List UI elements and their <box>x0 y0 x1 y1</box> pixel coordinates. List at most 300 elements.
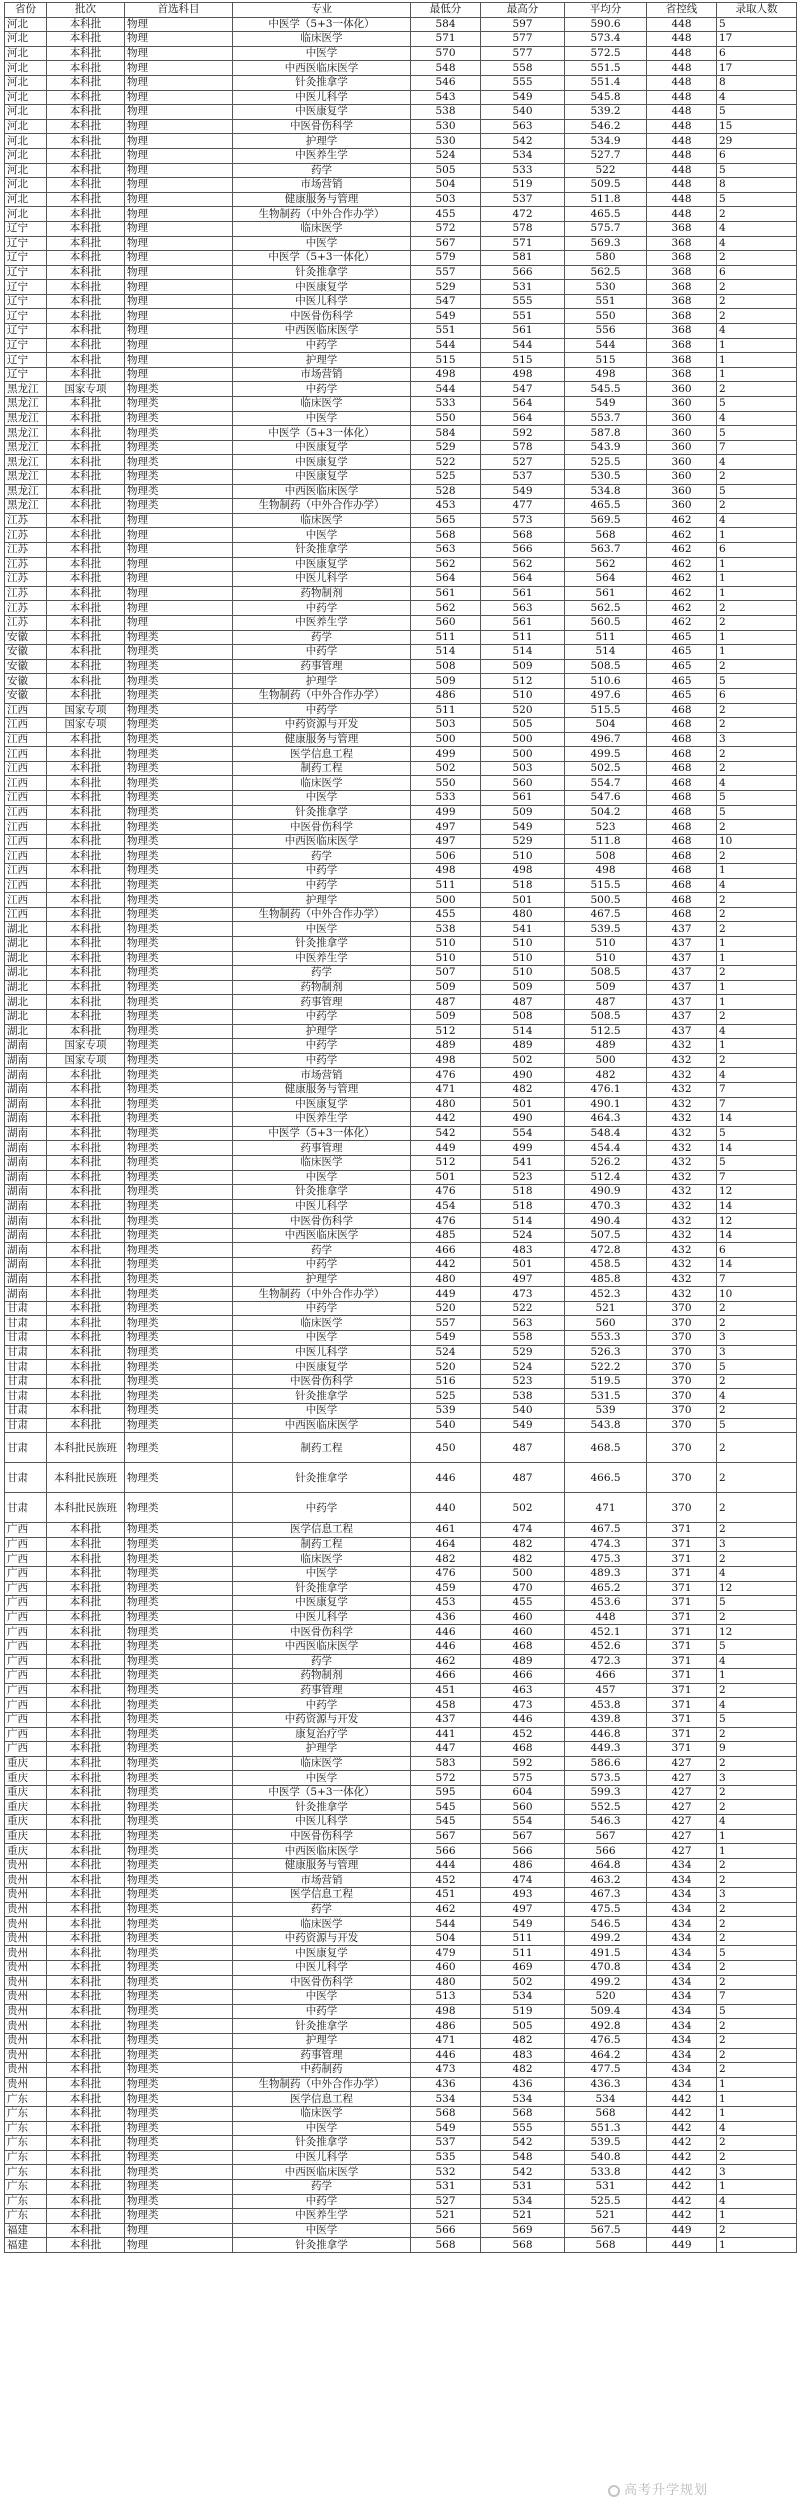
cell-admitted-count: 1 <box>717 1669 797 1684</box>
table-row <box>5 2209 797 2224</box>
cell-subject: 物理类 <box>125 1712 233 1727</box>
cell-avg-score: 556 <box>565 324 647 339</box>
cell-admitted-count: 4 <box>717 513 797 528</box>
cell-max-score: 487 <box>481 1433 565 1463</box>
cell-batch: 本科批 <box>47 849 125 864</box>
cell-control-line: 468 <box>647 718 717 733</box>
table-row <box>5 1917 797 1932</box>
cell-batch: 本科批 <box>47 1581 125 1596</box>
cell-admitted-count: 2 <box>717 1785 797 1800</box>
cell-control-line: 468 <box>647 878 717 893</box>
cell-batch: 本科批 <box>47 265 125 280</box>
cell-admitted-count: 2 <box>717 2223 797 2238</box>
cell-major: 针灸推拿学 <box>233 1389 411 1404</box>
cell-min-score: 531 <box>411 2179 481 2194</box>
cell-avg-score: 564 <box>565 572 647 587</box>
cell-province: 广东 <box>5 2150 47 2165</box>
cell-max-score: 542 <box>481 2165 565 2180</box>
cell-batch: 本科批 <box>47 864 125 879</box>
cell-max-score: 497 <box>481 1272 565 1287</box>
cell-control-line: 370 <box>647 1493 717 1523</box>
cell-admitted-count: 3 <box>717 1537 797 1552</box>
cell-admitted-count: 1 <box>717 528 797 543</box>
cell-control-line: 442 <box>647 2136 717 2151</box>
cell-min-score: 471 <box>411 2033 481 2048</box>
cell-admitted-count: 10 <box>717 1287 797 1302</box>
cell-subject: 物理 <box>125 236 233 251</box>
cell-avg-score: 522.2 <box>565 1360 647 1375</box>
table-row <box>5 1287 797 1302</box>
cell-avg-score: 452.1 <box>565 1625 647 1640</box>
cell-province: 湖南 <box>5 1170 47 1185</box>
cell-control-line: 432 <box>647 1185 717 1200</box>
cell-avg-score: 586.6 <box>565 1756 647 1771</box>
cell-province: 江西 <box>5 718 47 733</box>
cell-subject: 物理类 <box>125 426 233 441</box>
cell-subject: 物理类 <box>125 1815 233 1830</box>
table-row <box>5 2092 797 2107</box>
cell-min-score: 549 <box>411 309 481 324</box>
cell-avg-score: 566 <box>565 1844 647 1859</box>
cell-province: 河北 <box>5 32 47 47</box>
cell-batch: 本科批 <box>47 324 125 339</box>
cell-admitted-count: 5 <box>717 1596 797 1611</box>
table-row <box>5 1331 797 1346</box>
cell-province: 福建 <box>5 2238 47 2253</box>
cell-max-score: 483 <box>481 2048 565 2063</box>
cell-subject: 物理类 <box>125 659 233 674</box>
cell-subject: 物理类 <box>125 805 233 820</box>
cell-admitted-count: 14 <box>717 1141 797 1156</box>
cell-control-line: 368 <box>647 353 717 368</box>
cell-min-score: 473 <box>411 2063 481 2078</box>
cell-batch: 本科批 <box>47 294 125 309</box>
cell-subject: 物理类 <box>125 1771 233 1786</box>
cell-avg-score: 546.2 <box>565 119 647 134</box>
cell-min-score: 446 <box>411 1625 481 1640</box>
table-row <box>5 280 797 295</box>
table-row <box>5 834 797 849</box>
cell-control-line: 371 <box>647 1654 717 1669</box>
cell-admitted-count: 2 <box>717 761 797 776</box>
cell-major: 生物制药（中外合作办学） <box>233 907 411 922</box>
cell-avg-score: 508.5 <box>565 966 647 981</box>
cell-batch: 本科批 <box>47 1917 125 1932</box>
cell-max-score: 482 <box>481 1082 565 1097</box>
cell-province: 江苏 <box>5 513 47 528</box>
table-row <box>5 1756 797 1771</box>
cell-control-line: 371 <box>647 1537 717 1552</box>
cell-major: 临床医学 <box>233 1756 411 1771</box>
cell-min-score: 567 <box>411 1829 481 1844</box>
cell-admitted-count: 5 <box>717 1712 797 1727</box>
cell-major: 中西医临床医学 <box>233 834 411 849</box>
cell-avg-score: 545.8 <box>565 90 647 105</box>
cell-min-score: 464 <box>411 1537 481 1552</box>
cell-avg-score: 485.8 <box>565 1272 647 1287</box>
cell-control-line: 432 <box>647 1039 717 1054</box>
cell-control-line: 449 <box>647 2238 717 2253</box>
cell-batch: 本科批 <box>47 572 125 587</box>
cell-max-score: 561 <box>481 791 565 806</box>
cell-major: 中医学 <box>233 922 411 937</box>
cell-admitted-count: 5 <box>717 1360 797 1375</box>
cell-subject: 物理类 <box>125 1537 233 1552</box>
cell-province: 广东 <box>5 2121 47 2136</box>
cell-batch: 本科批 <box>47 645 125 660</box>
cell-batch: 本科批 <box>47 455 125 470</box>
cell-max-score: 519 <box>481 2004 565 2019</box>
cell-min-score: 544 <box>411 382 481 397</box>
cell-avg-score: 466.5 <box>565 1463 647 1493</box>
cell-control-line: 434 <box>647 1990 717 2005</box>
cell-subject: 物理 <box>125 61 233 76</box>
cell-major: 中西医临床医学 <box>233 1639 411 1654</box>
cell-subject: 物理类 <box>125 893 233 908</box>
cell-batch: 本科批 <box>47 1331 125 1346</box>
cell-min-score: 530 <box>411 134 481 149</box>
cell-province: 重庆 <box>5 1829 47 1844</box>
cell-batch: 本科批 <box>47 1771 125 1786</box>
cell-batch: 本科批 <box>47 1389 125 1404</box>
cell-batch: 本科批 <box>47 907 125 922</box>
table-row <box>5 1537 797 1552</box>
cell-admitted-count: 3 <box>717 1345 797 1360</box>
cell-batch: 本科批 <box>47 1374 125 1389</box>
cell-admitted-count: 2 <box>717 849 797 864</box>
cell-max-score: 436 <box>481 2077 565 2092</box>
cell-major: 中医学（5+3一体化） <box>233 426 411 441</box>
cell-avg-score: 497.6 <box>565 688 647 703</box>
cell-batch: 本科批 <box>47 878 125 893</box>
cell-avg-score: 531.5 <box>565 1389 647 1404</box>
cell-avg-score: 575.7 <box>565 221 647 236</box>
table-row <box>5 791 797 806</box>
cell-control-line: 468 <box>647 747 717 762</box>
cell-batch: 本科批 <box>47 2092 125 2107</box>
cell-max-score: 501 <box>481 893 565 908</box>
cell-subject: 物理类 <box>125 484 233 499</box>
cell-max-score: 549 <box>481 90 565 105</box>
cell-control-line: 371 <box>647 1712 717 1727</box>
table-row <box>5 1902 797 1917</box>
cell-min-score: 450 <box>411 1433 481 1463</box>
cell-max-score: 564 <box>481 572 565 587</box>
cell-admitted-count: 6 <box>717 46 797 61</box>
table-row <box>5 849 797 864</box>
cell-max-score: 534 <box>481 148 565 163</box>
cell-province: 河北 <box>5 61 47 76</box>
cell-min-score: 565 <box>411 513 481 528</box>
cell-admitted-count: 2 <box>717 703 797 718</box>
cell-subject: 物理 <box>125 601 233 616</box>
cell-min-score: 486 <box>411 2019 481 2034</box>
cell-avg-score: 514 <box>565 645 647 660</box>
cell-batch: 本科批 <box>47 1829 125 1844</box>
cell-province: 重庆 <box>5 1815 47 1830</box>
cell-admitted-count: 2 <box>717 294 797 309</box>
cell-province: 江西 <box>5 805 47 820</box>
cell-max-score: 498 <box>481 367 565 382</box>
cell-major: 临床医学 <box>233 1917 411 1932</box>
cell-province: 江苏 <box>5 542 47 557</box>
cell-avg-score: 569.3 <box>565 236 647 251</box>
table-row <box>5 645 797 660</box>
cell-control-line: 449 <box>647 2223 717 2238</box>
table-row <box>5 1990 797 2005</box>
cell-admitted-count: 5 <box>717 484 797 499</box>
cell-min-score: 548 <box>411 61 481 76</box>
cell-major: 药事管理 <box>233 659 411 674</box>
cell-min-score: 520 <box>411 1301 481 1316</box>
cell-max-score: 509 <box>481 659 565 674</box>
cell-control-line: 427 <box>647 1815 717 1830</box>
cell-major: 生物制药（中外合作办学） <box>233 499 411 514</box>
cell-min-score: 462 <box>411 1654 481 1669</box>
cell-min-score: 440 <box>411 1493 481 1523</box>
cell-max-score: 555 <box>481 294 565 309</box>
cell-min-score: 542 <box>411 1126 481 1141</box>
cell-min-score: 466 <box>411 1669 481 1684</box>
cell-min-score: 538 <box>411 105 481 120</box>
cell-control-line: 448 <box>647 148 717 163</box>
cell-max-score: 563 <box>481 119 565 134</box>
cell-province: 湖北 <box>5 980 47 995</box>
cell-subject: 物理类 <box>125 2077 233 2092</box>
cell-admitted-count: 2 <box>717 922 797 937</box>
cell-avg-score: 467.5 <box>565 907 647 922</box>
table-row <box>5 2238 797 2253</box>
cell-batch: 本科批 <box>47 134 125 149</box>
cell-max-score: 518 <box>481 1199 565 1214</box>
cell-min-score: 534 <box>411 2092 481 2107</box>
cell-max-score: 542 <box>481 2136 565 2151</box>
cell-province: 广东 <box>5 2092 47 2107</box>
cell-min-score: 437 <box>411 1712 481 1727</box>
cell-admitted-count: 2 <box>717 615 797 630</box>
cell-min-score: 454 <box>411 1199 481 1214</box>
table-row <box>5 980 797 995</box>
cell-control-line: 371 <box>647 1625 717 1640</box>
cell-subject: 物理类 <box>125 1112 233 1127</box>
cell-province: 黑龙江 <box>5 382 47 397</box>
cell-province: 河北 <box>5 75 47 90</box>
cell-province: 河北 <box>5 192 47 207</box>
cell-min-score: 509 <box>411 980 481 995</box>
cell-max-score: 508 <box>481 1009 565 1024</box>
cell-control-line: 432 <box>647 1199 717 1214</box>
cell-min-score: 500 <box>411 893 481 908</box>
cell-min-score: 453 <box>411 1596 481 1611</box>
cell-batch: 本科批 <box>47 1639 125 1654</box>
cell-max-score: 592 <box>481 1756 565 1771</box>
cell-batch: 本科批 <box>47 1068 125 1083</box>
cell-control-line: 432 <box>647 1141 717 1156</box>
cell-admitted-count: 4 <box>717 1698 797 1713</box>
cell-subject: 物理类 <box>125 1756 233 1771</box>
cell-max-score: 460 <box>481 1610 565 1625</box>
table-row <box>5 805 797 820</box>
table-row <box>5 1126 797 1141</box>
cell-province: 江苏 <box>5 572 47 587</box>
cell-province: 湖南 <box>5 1082 47 1097</box>
cell-avg-score: 496.7 <box>565 732 647 747</box>
cell-admitted-count: 4 <box>717 1068 797 1083</box>
cell-subject: 物理类 <box>125 1170 233 1185</box>
cell-batch: 本科批 <box>47 1902 125 1917</box>
cell-admitted-count: 2 <box>717 1931 797 1946</box>
cell-subject: 物理类 <box>125 1698 233 1713</box>
cell-admitted-count: 1 <box>717 2106 797 2121</box>
cell-batch: 本科批 <box>47 2165 125 2180</box>
cell-min-score: 442 <box>411 1258 481 1273</box>
cell-batch: 本科批 <box>47 1228 125 1243</box>
cell-avg-score: 500 <box>565 1053 647 1068</box>
table-row <box>5 542 797 557</box>
cell-major: 中药学 <box>233 645 411 660</box>
cell-max-score: 480 <box>481 907 565 922</box>
table-row <box>5 1946 797 1961</box>
cell-subject: 物理 <box>125 207 233 222</box>
cell-province: 湖南 <box>5 1155 47 1170</box>
cell-min-score: 476 <box>411 1185 481 1200</box>
cell-province: 安徽 <box>5 674 47 689</box>
table-row <box>5 1683 797 1698</box>
cell-province: 黑龙江 <box>5 499 47 514</box>
cell-min-score: 524 <box>411 1345 481 1360</box>
table-row <box>5 1258 797 1273</box>
cell-min-score: 563 <box>411 542 481 557</box>
cell-major: 药物制剂 <box>233 980 411 995</box>
cell-max-score: 502 <box>481 1975 565 1990</box>
cell-subject: 物理类 <box>125 382 233 397</box>
cell-avg-score: 470.3 <box>565 1199 647 1214</box>
cell-control-line: 434 <box>647 2004 717 2019</box>
cell-control-line: 465 <box>647 645 717 660</box>
cell-max-score: 566 <box>481 265 565 280</box>
cell-avg-score: 504.2 <box>565 805 647 820</box>
table-row <box>5 703 797 718</box>
cell-admitted-count: 12 <box>717 1185 797 1200</box>
cell-admitted-count: 5 <box>717 1418 797 1433</box>
cell-major: 药事管理 <box>233 1141 411 1156</box>
cell-major: 中药学 <box>233 1301 411 1316</box>
cell-province: 湖北 <box>5 1009 47 1024</box>
cell-control-line: 368 <box>647 251 717 266</box>
cell-major: 中医学 <box>233 1771 411 1786</box>
cell-province: 河北 <box>5 90 47 105</box>
cell-batch: 本科批 <box>47 499 125 514</box>
cell-control-line: 360 <box>647 411 717 426</box>
cell-subject: 物理类 <box>125 951 233 966</box>
cell-avg-score: 439.8 <box>565 1712 647 1727</box>
cell-avg-score: 489 <box>565 1039 647 1054</box>
cell-control-line: 462 <box>647 528 717 543</box>
cell-admitted-count: 2 <box>717 1800 797 1815</box>
cell-major: 药学 <box>233 1243 411 1258</box>
cell-batch: 本科批 <box>47 1360 125 1375</box>
cell-control-line: 468 <box>647 893 717 908</box>
cell-province: 甘肃 <box>5 1418 47 1433</box>
cell-province: 河北 <box>5 207 47 222</box>
cell-avg-score: 568 <box>565 2238 647 2253</box>
cell-batch: 本科批 <box>47 1946 125 1961</box>
table-row <box>5 382 797 397</box>
cell-avg-score: 465.2 <box>565 1581 647 1596</box>
cell-max-score: 522 <box>481 1301 565 1316</box>
cell-batch: 本科批 <box>47 1170 125 1185</box>
cell-admitted-count: 2 <box>717 1727 797 1742</box>
cell-avg-score: 551.3 <box>565 2121 647 2136</box>
admission-score-table-sheet <box>4 2 796 2253</box>
cell-subject: 物理类 <box>125 2121 233 2136</box>
cell-avg-score: 453.6 <box>565 1596 647 1611</box>
cell-control-line: 468 <box>647 703 717 718</box>
cell-admitted-count: 5 <box>717 192 797 207</box>
cell-control-line: 462 <box>647 572 717 587</box>
cell-batch: 本科批 <box>47 980 125 995</box>
cell-province: 贵州 <box>5 2019 47 2034</box>
cell-major: 中医学 <box>233 411 411 426</box>
cell-major: 中医骨伤科学 <box>233 309 411 324</box>
cell-major: 中医养生学 <box>233 615 411 630</box>
cell-avg-score: 547.6 <box>565 791 647 806</box>
cell-batch: 本科批 <box>47 280 125 295</box>
cell-admitted-count: 2 <box>717 2136 797 2151</box>
cell-avg-score: 573.4 <box>565 32 647 47</box>
cell-subject: 物理类 <box>125 1331 233 1346</box>
cell-major: 中医骨伤科学 <box>233 1214 411 1229</box>
cell-subject: 物理类 <box>125 397 233 412</box>
cell-control-line: 370 <box>647 1404 717 1419</box>
cell-avg-score: 526.3 <box>565 1345 647 1360</box>
cell-subject: 物理 <box>125 75 233 90</box>
cell-avg-score: 540.8 <box>565 2150 647 2165</box>
cell-min-score: 572 <box>411 1771 481 1786</box>
cell-max-score: 489 <box>481 1039 565 1054</box>
cell-avg-score: 504 <box>565 718 647 733</box>
cell-min-score: 561 <box>411 586 481 601</box>
cell-province: 江西 <box>5 776 47 791</box>
cell-batch: 本科批 <box>47 1742 125 1757</box>
cell-admitted-count: 1 <box>717 367 797 382</box>
cell-batch: 本科批 <box>47 615 125 630</box>
table-row <box>5 2136 797 2151</box>
cell-admitted-count: 5 <box>717 163 797 178</box>
table-row <box>5 601 797 616</box>
cell-avg-score: 449.3 <box>565 1742 647 1757</box>
cell-major: 中医学 <box>233 46 411 61</box>
cell-admitted-count: 2 <box>717 659 797 674</box>
cell-province: 江苏 <box>5 601 47 616</box>
cell-max-score: 486 <box>481 1858 565 1873</box>
cell-min-score: 509 <box>411 1009 481 1024</box>
cell-max-score: 534 <box>481 2092 565 2107</box>
cell-subject: 物理类 <box>125 966 233 981</box>
cell-admitted-count: 5 <box>717 1126 797 1141</box>
cell-province: 湖南 <box>5 1068 47 1083</box>
cell-control-line: 442 <box>647 2194 717 2209</box>
cell-admitted-count: 4 <box>717 776 797 791</box>
cell-major: 药物制剂 <box>233 1669 411 1684</box>
table-row <box>5 747 797 762</box>
cell-batch: 本科批民族班 <box>47 1433 125 1463</box>
cell-major: 中药学 <box>233 703 411 718</box>
cell-avg-score: 587.8 <box>565 426 647 441</box>
cell-batch: 本科批 <box>47 2209 125 2224</box>
table-row <box>5 2106 797 2121</box>
cell-subject: 物理类 <box>125 688 233 703</box>
